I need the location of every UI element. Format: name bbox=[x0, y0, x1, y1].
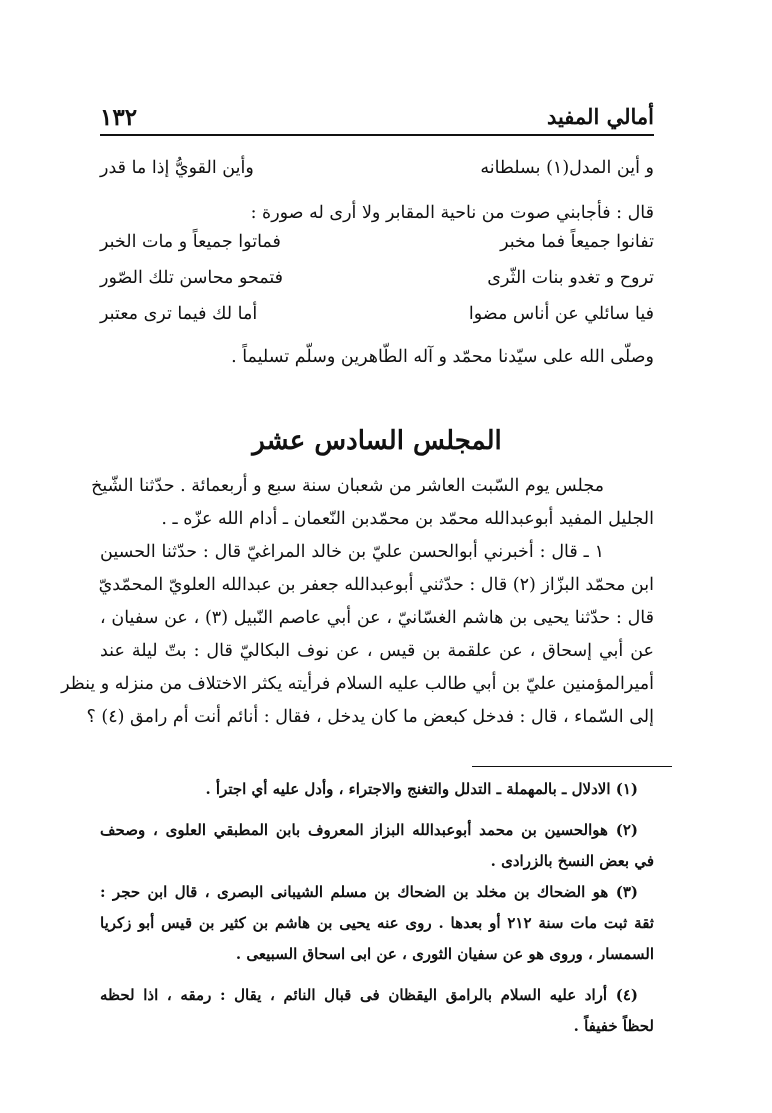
running-title: أمالي المفيد bbox=[546, 104, 654, 129]
verse-hemistich-right: و أين المدل(١) بسلطانه bbox=[480, 158, 654, 178]
closing-line: وصلّى الله على سيّدنا محمّد و آله الطّاهرين وسلّم تسليماً . bbox=[231, 347, 654, 367]
footnote-line: (٤) أراد عليه السلام بالرامق اليقظان فى قبال النائم ، يقال : رمقه ، اذا لحظه bbox=[100, 986, 638, 1004]
intro-line: قال : فأجابني صوت من ناحية المقابر ولا أرى له صورة : bbox=[250, 203, 654, 223]
footnote-line: في بعض النسخ بالزرادى . bbox=[490, 852, 654, 870]
poem-top bbox=[100, 152, 654, 188]
page-header bbox=[100, 100, 654, 136]
verse-hemistich-right: تروح و تغدو بنات الثّرى bbox=[487, 268, 654, 288]
verse-hemistich-right: فيا سائلي عن أناس مضوا bbox=[468, 304, 654, 324]
footnote-line: (٣) هو الضحاك بن مخلد بن الضحاك بن مسلم الشيبانى البصرى ، قال ابن حجر : bbox=[100, 883, 638, 901]
footnotes bbox=[100, 774, 654, 1042]
verse-hemistich-left: أما لك فيما ترى معتبر bbox=[100, 304, 258, 324]
verse-line bbox=[100, 152, 654, 188]
text-line: ١ ـ قال : أخبرني أبوالحسن عليّ بن خالد المراغيّ قال : حدّثنا الحسين bbox=[100, 542, 604, 562]
poem bbox=[100, 226, 654, 334]
footnote-line: ثقة ثبت مات سنة ٢١٢ أو بعدها . روى عنه يحيى بن هاشم بن كثير بن قيس أبو زكريا bbox=[100, 914, 654, 932]
section-title: المجلس السادس عشر bbox=[252, 426, 502, 456]
verse-line bbox=[100, 226, 654, 262]
text-line: إلى السّماء ، قال : فدخل كبعض ما كان يدخل ، فقال : أنائم أنت أم رامق (٤) ؟ bbox=[86, 707, 654, 727]
text-line: الجليل المفيد أبوعبدالله محمّد بن محمّدبن النّعمان ـ أدام الله عزّه ـ . bbox=[161, 509, 654, 529]
verse-line bbox=[100, 298, 654, 334]
footnote-line: لحظاً خفيفاً . bbox=[573, 1017, 654, 1035]
main-text bbox=[61, 470, 655, 734]
verse-hemistich-left: فتمحو محاسن تلك الصّور bbox=[100, 268, 284, 288]
page-number: ١٣٢ bbox=[100, 104, 138, 131]
footnote-line: السمسار ، وروى هو عن سفيان الثورى ، عن ابى اسحاق السبيعى . bbox=[235, 945, 654, 963]
text-line: ابن محمّد البزّاز (٢) قال : حدّثني أبوعبدالله جعفر بن عبدالله العلويّ المحمّديّ bbox=[98, 575, 654, 595]
text-line: قال : حدّثنا يحيى بن هاشم الغسّانيّ ، عن أبي عاصم النّبيل (٣) ، عن سفيان ، bbox=[100, 608, 655, 628]
verse-hemistich-left: فماتوا جميعاً و مات الخبر bbox=[100, 232, 281, 252]
verse-hemistich-right: تفانوا جميعاً فما مخبر bbox=[500, 232, 654, 252]
footnote-divider bbox=[472, 766, 672, 767]
text-line: مجلس يوم السّبت العاشر من شعبان سنة سبع و أربعمائة . حدّثنا الشّيخ bbox=[91, 476, 604, 496]
verse-line bbox=[100, 262, 654, 298]
text-line: أميرالمؤمنين عليّ بن أبي طالب عليه السلام فرأيته يكثر الاختلاف من منزله و ينظر bbox=[61, 674, 654, 694]
text-line: عن أبي إسحاق ، عن علقمة بن قيس ، عن نوف البكاليّ قال : بتّ ليلة عند bbox=[100, 641, 654, 661]
footnote-line: (٢) هوالحسين بن محمد أبوعبدالله البزاز المعروف بابن المطبقي العلوى ، وصحف bbox=[100, 821, 638, 839]
verse-hemistich-left: وأين القويُّ إذا ما قدر bbox=[100, 158, 254, 178]
footnote-line: (١) الادلال ـ بالمهملة ـ التدلل والتغنج والاجتراء ، وأدل عليه أي اجترأ . bbox=[205, 780, 638, 798]
